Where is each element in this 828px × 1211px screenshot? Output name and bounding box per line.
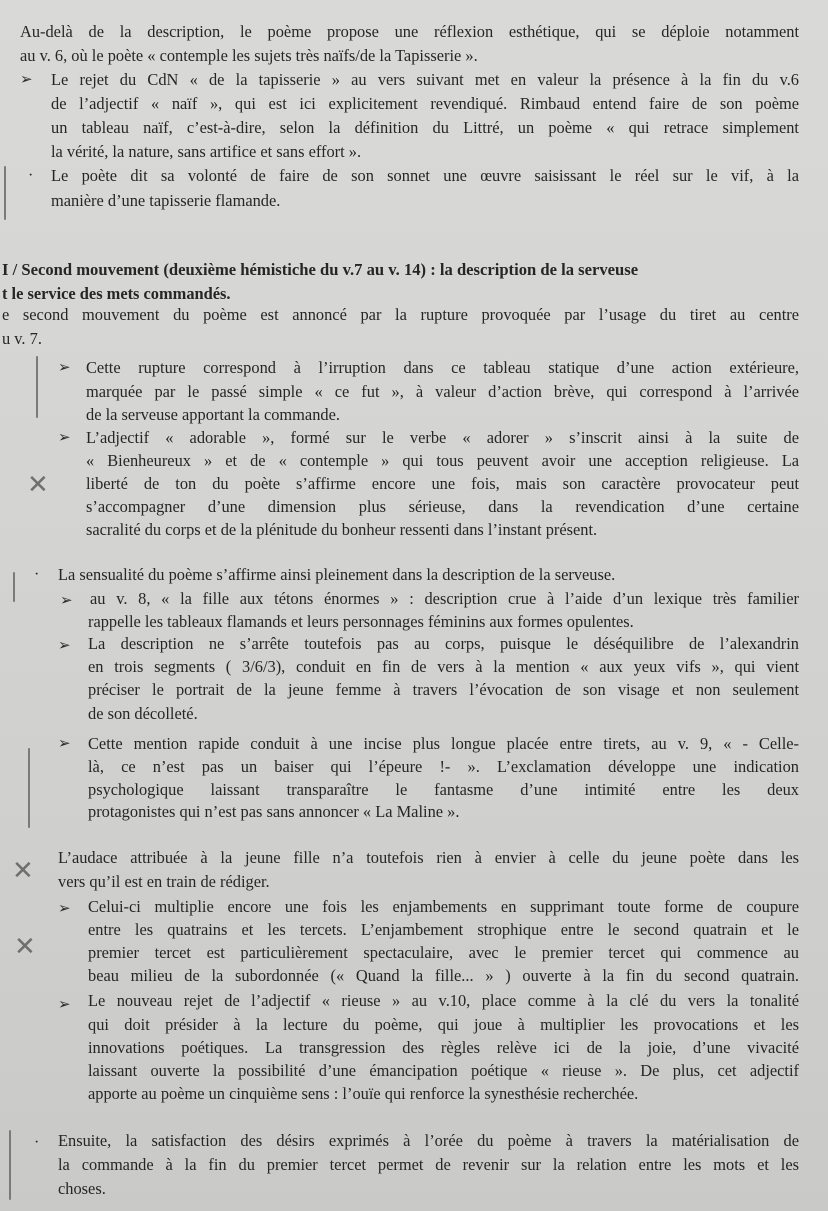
margin-pencil-mark (9, 1130, 11, 1200)
p6-line-3: liberté de ton du poète s’affirme encore une fois, mais son caractère provocateur peut (86, 474, 799, 493)
p5-line-3: de la serveuse apportant la commande. (86, 405, 340, 424)
arrow-bullet-icon: ➢ (20, 72, 33, 88)
handwritten-cross-icon: ✕ (12, 856, 34, 886)
p13-line-1: Le nouveau rejet de l’adjectif « rieuse » au v.10, place comme à la clé du vers la tonalité (88, 991, 799, 1010)
p3-line-2: manière d’une tapisserie flamande. (51, 191, 281, 210)
arrow-bullet-icon: ➢ (60, 593, 73, 609)
p4-line-2: u v. 7. (2, 329, 42, 348)
margin-pencil-mark (36, 356, 38, 418)
p13-line-3: innovations poétiques. La transgression des règles relève ici de la joie, d’une vivacité (88, 1038, 799, 1057)
p7-line-1: La sensualité du poème s’affirme ainsi pleinement dans la description de la serveuse. (58, 565, 616, 584)
p10-line-4: protagonistes qui n’est pas sans annoncer « La Maline ». (88, 802, 460, 821)
p9-line-1: La description ne s’arrête toutefois pas au corps, puisque le déséquilibre de l’alexandrin (88, 634, 799, 653)
p2-line-2: de l’adjectif « naïf », qui est ici explicitement revendiqué. Rimbaud entend faire de son poème (51, 94, 799, 113)
p14-line-1: Ensuite, la satisfaction des désirs exprimés à l’orée du poème à travers la matérialisation de (58, 1131, 799, 1150)
p14-line-2: la commande à la fin du premier tercet permet de revenir sur la relation entre les mots et les (58, 1155, 799, 1174)
p1-line-2: au v. 6, où le poète « contemple les sujets très naïfs/de la Tapisserie ». (20, 46, 478, 65)
dot-bullet-icon: · (28, 167, 34, 184)
margin-pencil-mark (28, 748, 30, 828)
p6-line-1: L’adjectif « adorable », formé sur le verbe « adorer » s’inscrit ainsi à la suite de (86, 428, 799, 447)
arrow-bullet-icon: ➢ (58, 430, 71, 446)
p8-line-1: au v. 8, « la fille aux tétons énormes » : description crue à l’aide d’un lexique très familier (90, 589, 799, 608)
dot-bullet-icon: · (34, 566, 40, 583)
arrow-bullet-icon: ➢ (58, 901, 71, 917)
p12-line-1: Celui-ci multiplie encore une fois les enjambements en supprimant toute forme de coupure (88, 897, 799, 916)
p5-line-1: Cette rupture correspond à l’irruption dans ce tableau statique d’une action extérieure, (86, 358, 799, 377)
p5-line-2: marquée par le passé simple « ce fut », à valeur d’action brève, qui correspond à l’arrivée (86, 382, 799, 401)
p11-line-2: vers qu’il est en train de rédiger. (58, 872, 270, 891)
p13-line-5: apporte au poème un cinquième sens : l’ouïe qui renforce la synesthésie recherchée. (88, 1084, 639, 1103)
p9-line-2: en trois segments ( 3/6/3), conduit en fin de vers à la mention « aux yeux vifs », qui vient (88, 657, 799, 676)
p14-line-3: choses. (58, 1179, 106, 1198)
p10-line-2: là, ce n’est pas un baiser qui l’épeure !- ». L’exclamation développe une indication (88, 757, 799, 776)
section-heading-line-2: t le service des mets commandés. (2, 284, 231, 303)
p1-line-1: Au-delà de la description, le poème propose une réflexion esthétique, qui se déploie notamment (20, 22, 799, 41)
p12-line-2: entre les quatrains et les tercets. L’enjambement strophique entre le second quatrain et le (88, 920, 799, 939)
p10-line-3: psychologique laissant transparaître le fantasme d’une intimité entre les deux (88, 780, 799, 799)
p11-line-1: L’audace attribuée à la jeune fille n’a toutefois rien à envier à celle du jeune poète dans les (58, 848, 799, 867)
arrow-bullet-icon: ➢ (58, 736, 71, 752)
handwritten-cross-icon: ✕ (14, 932, 36, 962)
margin-pencil-mark (13, 572, 15, 602)
p3-line-1: Le poète dit sa volonté de faire de son sonnet une œuvre saisissant le réel sur le vif, à la (51, 166, 799, 185)
arrow-bullet-icon: ➢ (58, 360, 71, 376)
p12-line-3: premier tercet est particulièrement spectaculaire, avec le premier tercet qui commence au (88, 943, 799, 962)
p10-line-1: Cette mention rapide conduit à une incise plus longue placée entre tirets, au v. 9, « - Celle- (88, 734, 799, 753)
margin-pencil-mark (4, 166, 6, 220)
arrow-bullet-icon: ➢ (58, 638, 71, 654)
p2-line-4: la vérité, la nature, sans artifice et sans effort ». (51, 142, 362, 161)
p6-line-2: « Bienheureux » et de « contemple » qui tous peuvent avoir une acception religieuse. La (86, 451, 799, 470)
section-heading-line-1: I / Second mouvement (deuxième hémistiche du v.7 au v. 14) : la description de la serveuse (2, 260, 639, 279)
p9-line-3: préciser le portrait de la jeune femme à travers l’évocation de son visage et non seulement (88, 680, 799, 699)
p8-line-2: rappelle les tableaux flamands et leurs personnages féminins aux formes opulentes. (88, 612, 634, 631)
p13-line-2: qui doit présider à la lecture du poème, qui joue à multiplier les provocations et les (88, 1015, 799, 1034)
arrow-bullet-icon: ➢ (58, 997, 71, 1013)
dot-bullet-icon: · (34, 1134, 40, 1151)
p2-line-1: Le rejet du CdN « de la tapisserie » au vers suivant met en valeur la présence à la fin du v.6 (51, 70, 799, 89)
p13-line-4: laissant ouverte la possibilité d’une émancipation poétique « rieuse ». De plus, cet adjectif (88, 1061, 799, 1080)
p4-line-1: e second mouvement du poème est annoncé par la rupture provoquée par l’usage du tiret au centre (2, 305, 799, 324)
handwritten-cross-icon: ✕ (27, 470, 49, 500)
p9-line-4: de son décolleté. (88, 704, 198, 723)
p6-line-5: sacralité du corps et de la plénitude du bonheur ressenti dans l’instant présent. (86, 520, 598, 539)
p12-line-4: beau milieu de la subordonnée (« Quand la fille... » ) ouverte à la fin du second quatrain. (88, 966, 799, 985)
p2-line-3: un tableau naïf, c’est-à-dire, selon la définition du Littré, un poème « qui retrace simplement (51, 118, 799, 137)
p6-line-4: s’accompagner d’une dimension plus sérieuse, dans la revendication d’une certaine (86, 497, 799, 516)
